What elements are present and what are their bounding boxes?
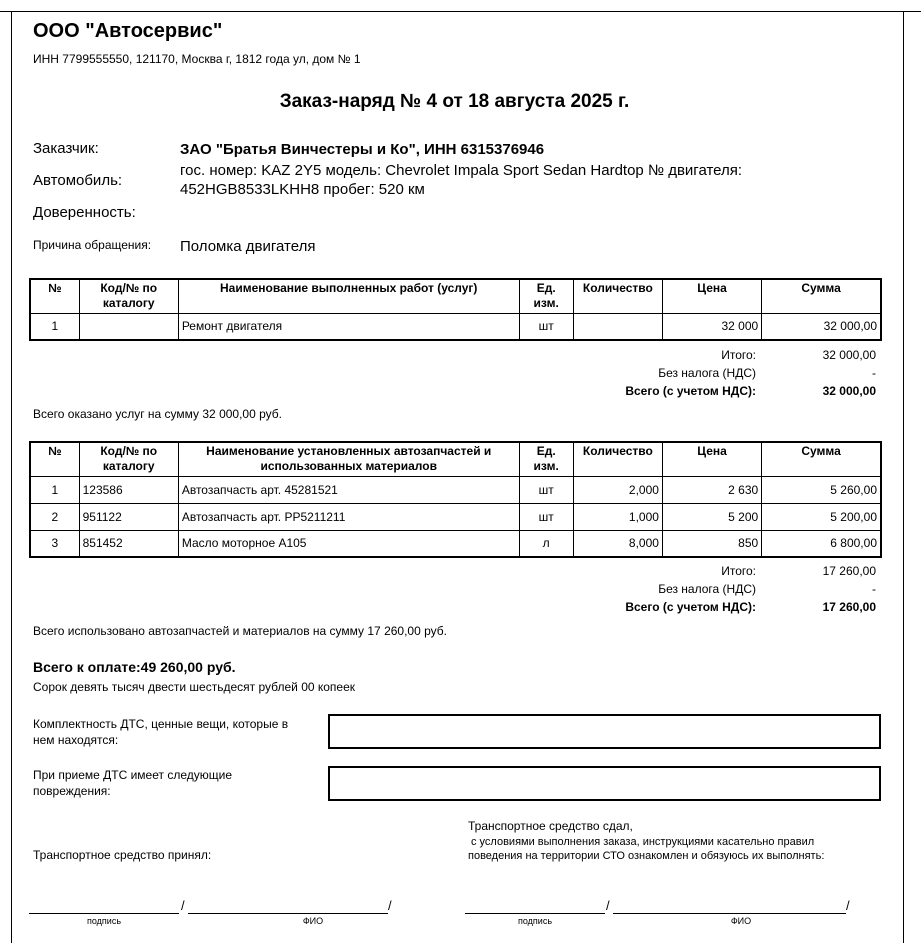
org-name: ООО "Автосервис" bbox=[33, 20, 223, 42]
vehicle-label: Автомобиль: bbox=[33, 172, 123, 189]
parts-table bbox=[29, 441, 882, 558]
receiver-sign-slash-2: / bbox=[388, 898, 392, 913]
works-header-sum: Сумма bbox=[762, 279, 881, 313]
power-of-attorney-label: Доверенность: bbox=[33, 204, 136, 221]
completeness-label bbox=[33, 716, 288, 748]
works-grand-value: 32 000,00 bbox=[822, 384, 876, 398]
parts-cell-no: 3 bbox=[30, 530, 79, 557]
vehicle-line-2: 452HGB8533LKHH8 пробег: 520 км bbox=[180, 181, 425, 198]
parts-total-label: Итого: bbox=[721, 564, 756, 578]
completeness-field[interactable] bbox=[328, 714, 881, 749]
parts-cell-unit: л bbox=[519, 530, 573, 557]
parts-cell-qty: 1,000 bbox=[573, 503, 662, 530]
works-cell-name: Ремонт двигателя bbox=[178, 313, 519, 340]
completeness-line-1: Комплектность ДТС, ценные вещи, которые в bbox=[33, 717, 289, 731]
parts-cell-qty: 2,000 bbox=[573, 476, 662, 503]
works-header-no: № bbox=[30, 279, 79, 313]
parts-cell-name: Автозапчасть арт. PP5211211 bbox=[178, 503, 519, 530]
reason-label: Причина обращения: bbox=[33, 238, 152, 252]
works-header-price: Цена bbox=[662, 279, 761, 313]
parts-header-sum: Сумма bbox=[762, 442, 881, 476]
works-cell-sum: 32 000,00 bbox=[762, 313, 881, 340]
parts-header-row bbox=[30, 442, 881, 476]
works-grand-label: Всего (с учетом НДС): bbox=[625, 384, 756, 398]
giver-sign-slash-2: / bbox=[846, 898, 850, 913]
damage-line-2: повреждения: bbox=[33, 784, 111, 798]
giver-name-caption: ФИО bbox=[730, 916, 752, 926]
works-header-row bbox=[30, 279, 881, 313]
org-info: ИНН 7799555550, 121170, Москва г, 1812 года ул, дом № 1 bbox=[33, 52, 361, 66]
grand-total bbox=[33, 659, 236, 675]
works-header-qty: Количество bbox=[573, 279, 662, 313]
table-row bbox=[30, 476, 881, 503]
document-title: Заказ-наряд № 4 от 18 августа 2025 г. bbox=[279, 91, 630, 112]
parts-header-unit: Ед. изм. bbox=[519, 442, 573, 476]
parts-cell-qty: 8,000 bbox=[573, 530, 662, 557]
table-row bbox=[30, 503, 881, 530]
parts-header-qty: Количество bbox=[573, 442, 662, 476]
parts-summary: Всего использовано автозапчастей и материалов на сумму 17 260,00 руб. bbox=[33, 624, 447, 638]
page-border-left bbox=[11, 11, 12, 943]
receiver-name-line bbox=[188, 913, 388, 914]
parts-header-code: Код/№ по каталогу bbox=[79, 442, 178, 476]
receiver-sign-slash-1: / bbox=[181, 898, 185, 913]
parts-cell-name: Масло моторное А105 bbox=[178, 530, 519, 557]
parts-header-no: № bbox=[30, 442, 79, 476]
parts-cell-price: 850 bbox=[662, 530, 761, 557]
page-border-top bbox=[0, 11, 921, 12]
grand-total-words: Сорок девять тысяч двести шестьдесят рублей 00 копеек bbox=[33, 680, 356, 694]
parts-cell-price: 5 200 bbox=[662, 503, 761, 530]
works-total-value: 32 000,00 bbox=[822, 348, 876, 362]
grand-total-value: 49 260,00 руб. bbox=[140, 659, 236, 675]
parts-cell-no: 1 bbox=[30, 476, 79, 503]
parts-cell-unit: шт bbox=[519, 503, 573, 530]
works-header-code: Код/№ по каталогу bbox=[79, 279, 178, 313]
parts-total-value: 17 260,00 bbox=[822, 564, 876, 578]
works-cell-code bbox=[79, 313, 178, 340]
works-total-label: Итого: bbox=[721, 348, 756, 362]
parts-cell-code: 951122 bbox=[79, 503, 178, 530]
parts-vat-value: - bbox=[872, 582, 876, 596]
page-border-right bbox=[903, 11, 904, 943]
received-label: Транспортное средство принял: bbox=[33, 848, 212, 862]
works-cell-price: 32 000 bbox=[662, 313, 761, 340]
parts-cell-no: 2 bbox=[30, 503, 79, 530]
terms-line-1: с условиями выполнения заказа, инструкциями касательно правил bbox=[471, 836, 815, 848]
damage-field[interactable] bbox=[328, 766, 881, 801]
parts-cell-sum: 5 200,00 bbox=[762, 503, 881, 530]
customer-value: ЗАО "Братья Винчестеры и Ко", ИНН 6315376946 bbox=[180, 141, 545, 158]
damage-label bbox=[33, 767, 232, 799]
receiver-name-caption: ФИО bbox=[302, 916, 324, 926]
works-table bbox=[29, 278, 882, 341]
given-label: Транспортное средство сдал, bbox=[468, 819, 633, 833]
parts-cell-name: Автозапчасть арт. 45281521 bbox=[178, 476, 519, 503]
works-cell-qty bbox=[573, 313, 662, 340]
parts-totals bbox=[456, 562, 876, 616]
vehicle-line-1: гос. номер: KAZ 2Y5 модель: Chevrolet Impala Sport Sedan Hardtop № двигателя: bbox=[180, 162, 743, 179]
parts-cell-sum: 6 800,00 bbox=[762, 530, 881, 557]
giver-sign-slash-1: / bbox=[606, 898, 610, 913]
giver-sign-line bbox=[465, 913, 605, 914]
table-row bbox=[30, 530, 881, 557]
table-row bbox=[30, 313, 881, 340]
receiver-sign-line bbox=[29, 913, 179, 914]
works-vat-label: Без налога (НДС) bbox=[658, 366, 756, 380]
parts-cell-code: 851452 bbox=[79, 530, 178, 557]
customer-label: Заказчик: bbox=[33, 140, 99, 157]
works-cell-no: 1 bbox=[30, 313, 79, 340]
works-vat-value: - bbox=[872, 366, 876, 380]
parts-grand-label: Всего (с учетом НДС): bbox=[625, 600, 756, 614]
works-header-name: Наименование выполненных работ (услуг) bbox=[178, 279, 519, 313]
parts-header-price: Цена bbox=[662, 442, 761, 476]
grand-total-label: Всего к оплате: bbox=[33, 659, 141, 675]
damage-line-1: При приеме ДТС имеет следующие bbox=[33, 768, 232, 782]
parts-grand-value: 17 260,00 bbox=[822, 600, 876, 614]
works-cell-unit: шт bbox=[519, 313, 573, 340]
terms-text bbox=[468, 835, 824, 863]
giver-name-line bbox=[613, 913, 846, 914]
parts-header-name: Наименование установленных автозапчастей и использованных материалов bbox=[178, 442, 519, 476]
completeness-line-2: нем находятся: bbox=[33, 733, 119, 747]
parts-cell-code: 123586 bbox=[79, 476, 178, 503]
giver-sign-caption: подпись bbox=[517, 916, 553, 926]
terms-line-2: поведения на территории СТО ознакомлен и обязуюсь их выполнять: bbox=[468, 850, 825, 862]
works-header-unit: Ед. изм. bbox=[519, 279, 573, 313]
works-summary: Всего оказано услуг на сумму 32 000,00 руб. bbox=[33, 407, 282, 421]
works-totals bbox=[456, 346, 876, 400]
parts-cell-price: 2 630 bbox=[662, 476, 761, 503]
parts-vat-label: Без налога (НДС) bbox=[658, 582, 756, 596]
reason-value: Поломка двигателя bbox=[180, 238, 316, 255]
parts-cell-unit: шт bbox=[519, 476, 573, 503]
parts-cell-sum: 5 260,00 bbox=[762, 476, 881, 503]
receiver-sign-caption: подпись bbox=[86, 916, 122, 926]
